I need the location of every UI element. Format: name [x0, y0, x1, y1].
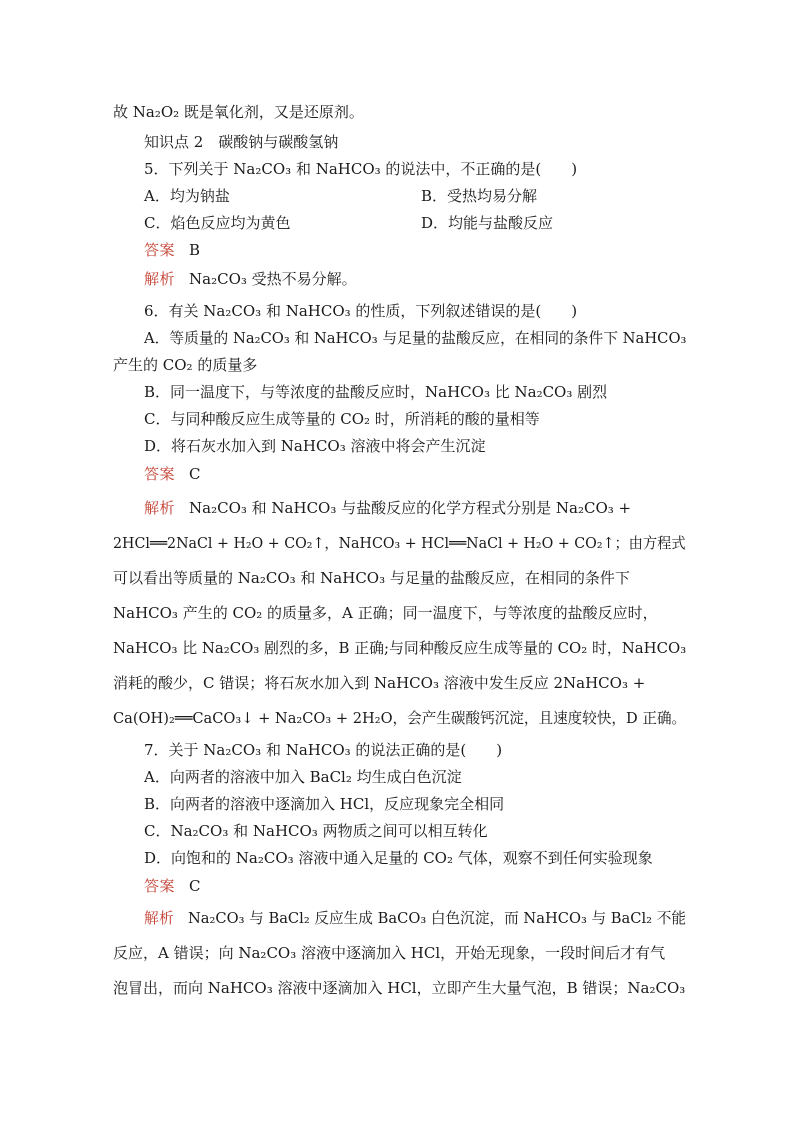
q5-explanation-row	[144, 269, 357, 289]
q5-option-c: C．焰色反应均为黄色	[144, 214, 291, 232]
q6-answer: C	[189, 465, 201, 483]
q6-option-d: D．将石灰水加入到 NaHCO₃ 溶液中将会产生沉淀	[144, 437, 486, 455]
q7-option-b: B．向两者的溶液中逐滴加入 HCl，反应现象完全相同	[144, 795, 505, 813]
answer-label: 答案	[144, 241, 176, 259]
q6-explanation-line: NaHCO₃ 产生的 CO₂ 的质量多，A 正确；同一温度下，与等浓度的盐酸反应时，	[113, 604, 658, 622]
q5-answer: B	[189, 241, 201, 259]
q5-stem: 5．下列关于 Na₂CO₃ 和 NaHCO₃ 的说法中，不正确的是( )	[144, 160, 578, 178]
explain-label: 解析	[144, 499, 176, 517]
q7-explanation-line: 反应，A 错误；向 Na₂CO₃ 溶液中逐滴加入 HCl，开始无现象，一段时间后才有气	[113, 944, 666, 962]
q7-option-d: D．向饱和的 Na₂CO₃ 溶液中通入足量的 CO₂ 气体，观察不到任何实验现象	[144, 849, 653, 867]
q7-option-c: C．Na₂CO₃ 和 NaHCO₃ 两物质之间可以相互转化	[144, 822, 488, 840]
q6-explanation-line: 可以看出等质量的 Na₂CO₃ 和 NaHCO₃ 与足量的盐酸反应，在相同的条件下	[113, 569, 630, 587]
q5-answer-row	[144, 240, 200, 260]
q6-explanation-line: 消耗的酸少，C 错误；将石灰水加入到 NaHCO₃ 溶液中发生反应 2NaHCO₃ +	[113, 674, 646, 692]
q6-option-b: B．同一温度下，与等浓度的盐酸反应时，NaHCO₃ 比 Na₂CO₃ 剧烈	[144, 383, 608, 401]
q6-option-a-cont: 产生的 CO₂ 的质量多	[113, 356, 258, 374]
q6-stem: 6．有关 Na₂CO₃ 和 NaHCO₃ 的性质，下列叙述错误的是( )	[144, 302, 578, 320]
q7-explanation-row	[144, 908, 686, 928]
intro-line: 故 Na₂O₂ 既是氧化剂，又是还原剂。	[113, 103, 364, 121]
explain-label: 解析	[144, 909, 175, 927]
q5-explanation: Na₂CO₃ 受热不易分解。	[189, 270, 357, 288]
q6-explanation-line: NaHCO₃ 比 Na₂CO₃ 剧烈的多，B 正确;与同种酸反应生成等量的 CO₂ 时，NaHCO₃	[113, 639, 687, 657]
q5-option-d: D．均能与盐酸反应	[421, 214, 554, 232]
answer-label: 答案	[144, 877, 176, 895]
q7-option-a: A．向两者的溶液中加入 BaCl₂ 均生成白色沉淀	[144, 768, 462, 786]
q6-option-c: C．与同种酸反应生成等量的 CO₂ 时，所消耗的酸的量相等	[144, 410, 540, 428]
q7-explanation-line: 泡冒出，而向 NaHCO₃ 溶液中逐滴加入 HCl，立即产生大量气泡，B 错误；Na₂CO₃	[113, 979, 686, 997]
q6-explanation-row	[144, 498, 631, 518]
section-title: 知识点 2 碳酸钠与碳酸氢钠	[144, 133, 339, 151]
q7-answer-row	[144, 876, 201, 896]
q6-option-a: A．等质量的 Na₂CO₃ 和 NaHCO₃ 与足量的盐酸反应，在相同的条件下 NaHCO₃	[144, 329, 687, 347]
q6-answer-row	[144, 464, 201, 484]
q7-answer: C	[189, 877, 201, 895]
answer-label: 答案	[144, 465, 176, 483]
explain-label: 解析	[144, 270, 176, 288]
q6-explanation-line: Na₂CO₃ 和 NaHCO₃ 与盐酸反应的化学方程式分别是 Na₂CO₃ +	[189, 499, 632, 517]
q5-option-a: A．均为钠盐	[144, 187, 230, 205]
q7-explanation-line: Na₂CO₃ 与 BaCl₂ 反应生成 BaCO₃ 白色沉淀，而 NaHCO₃ 与 BaCl₂ 不能	[187, 909, 687, 927]
q7-stem: 7．关于 Na₂CO₃ 和 NaHCO₃ 的说法正确的是( )	[144, 741, 503, 759]
q6-explanation-line: 2HCl══2NaCl + H₂O + CO₂↑，NaHCO₃ + HCl══NaCl + H₂O + CO₂↑；由方程式	[113, 534, 686, 552]
q6-explanation-line: Ca(OH)₂══CaCO₃↓ + Na₂CO₃ + 2H₂O，会产生碳酸钙沉淀，且速度较快，D 正确。	[113, 709, 687, 727]
q5-option-b: B．受热均易分解	[421, 187, 538, 205]
